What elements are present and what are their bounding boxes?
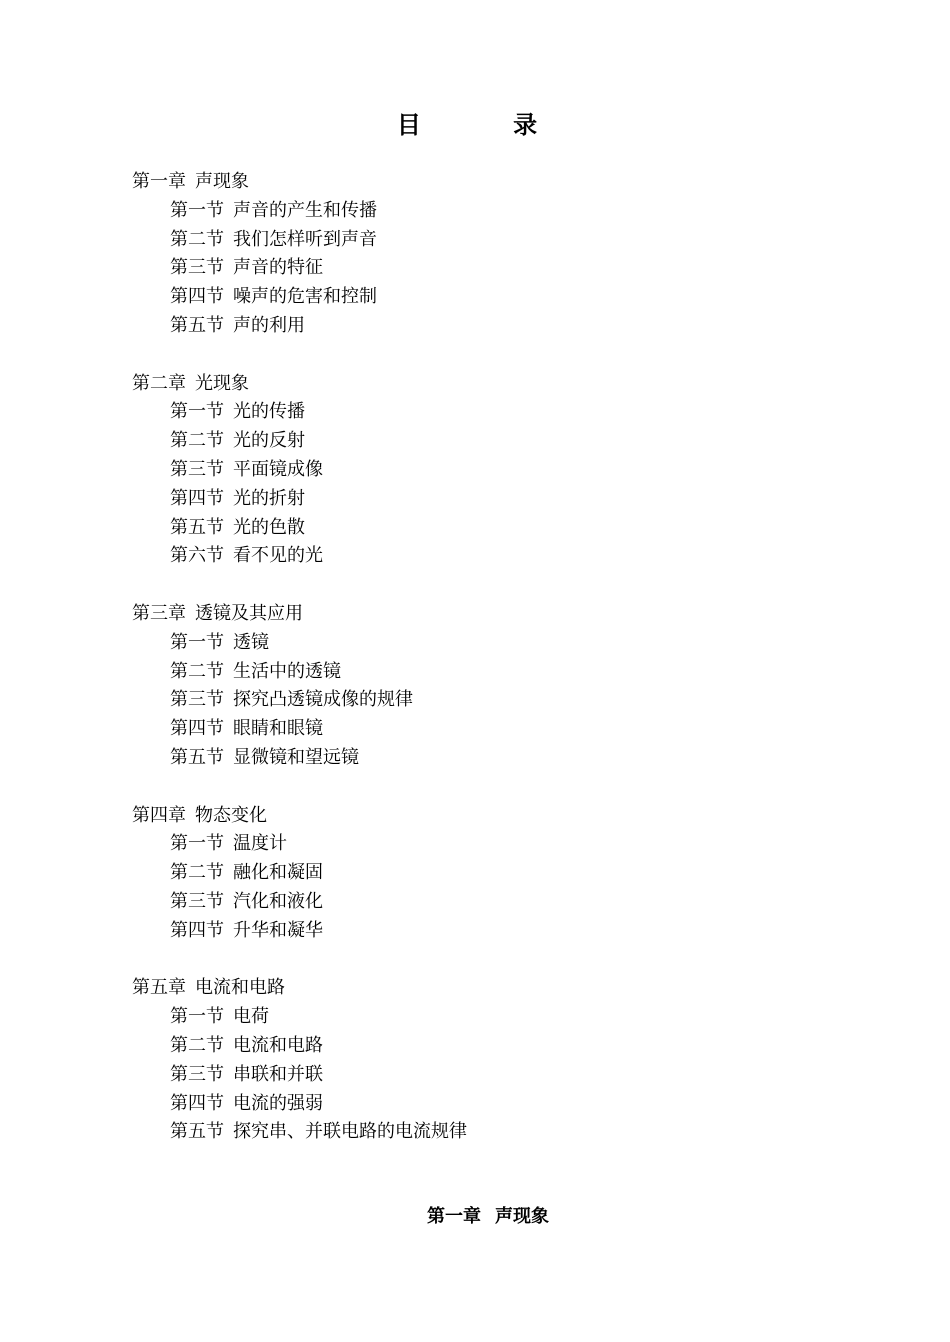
section-title: 平面镜成像 [233, 458, 323, 480]
chapter-number: 第一章 [132, 171, 186, 192]
section-item [170, 888, 832, 917]
section-title: 汽化和液化 [233, 890, 323, 912]
section-item [170, 1003, 832, 1032]
section-item [170, 744, 832, 773]
section-title: 声音的特征 [233, 257, 323, 279]
section-number: 第一节 [170, 1006, 224, 1028]
section-number: 第一节 [170, 199, 224, 221]
chapter-title: 电流和电路 [195, 977, 285, 999]
section-number: 第二节 [170, 1034, 224, 1056]
section-item [170, 715, 832, 744]
chapter-title: 声现象 [195, 171, 249, 192]
section-number: 第三节 [170, 257, 224, 279]
section-number: 第二节 [170, 430, 224, 452]
section-item [170, 398, 832, 427]
section-title: 光的色散 [233, 516, 305, 538]
section-number: 第三节 [170, 458, 224, 480]
section-number: 第一节 [170, 401, 224, 423]
section-number: 第五节 [170, 314, 224, 336]
chapter-heading-row [132, 600, 832, 629]
section-item [170, 312, 832, 341]
chapter-number: 第二章 [132, 372, 186, 394]
section-item [170, 1032, 832, 1061]
chapter-title: 光现象 [195, 372, 249, 394]
section-number: 第四节 [170, 1092, 224, 1114]
chapter-one-heading [0, 1203, 950, 1231]
section-title: 融化和凝固 [233, 862, 323, 884]
section-title: 电流和电路 [233, 1034, 323, 1056]
section-item [170, 917, 832, 946]
chapter-title: 物态变化 [195, 804, 267, 826]
section-item [170, 197, 832, 226]
section-number: 第三节 [170, 689, 224, 711]
chapter-5 [132, 974, 832, 1147]
section-title: 温度计 [233, 833, 287, 855]
section-title: 看不见的光 [233, 545, 323, 567]
section-number: 第三节 [170, 890, 224, 912]
section-item [170, 859, 832, 888]
section-title: 探究串、并联电路的电流规律 [233, 1121, 467, 1143]
section-title: 声音的产生和传播 [233, 199, 377, 221]
table-of-contents [132, 168, 832, 1176]
section-item [170, 1118, 832, 1147]
section-item [170, 427, 832, 456]
section-item [170, 1090, 832, 1119]
section-list [132, 197, 832, 341]
section-item [170, 1061, 832, 1090]
section-title: 升华和凝华 [233, 919, 323, 941]
section-list [132, 398, 832, 571]
section-title: 电流的强弱 [233, 1092, 323, 1114]
section-title: 光的折射 [233, 487, 305, 509]
section-item [170, 629, 832, 658]
chapter-heading-row [132, 802, 832, 831]
chapter-2 [132, 370, 832, 572]
section-title: 电荷 [233, 1006, 269, 1028]
section-item [170, 830, 832, 859]
toc-title: 目 录 [396, 110, 580, 139]
section-title: 光的传播 [233, 401, 305, 423]
section-number: 第六节 [170, 545, 224, 567]
section-number: 第二节 [170, 228, 224, 250]
chapter-number: 第四章 [132, 804, 186, 826]
section-number: 第五节 [170, 1121, 224, 1143]
section-item [170, 658, 832, 687]
section-title: 光的反射 [233, 430, 305, 452]
section-title: 探究凸透镜成像的规律 [233, 689, 413, 711]
section-title: 透镜 [233, 631, 269, 653]
section-number: 第四节 [170, 718, 224, 740]
section-item [170, 283, 832, 312]
section-number: 第四节 [170, 919, 224, 941]
section-item [170, 514, 832, 543]
chapter-number: 第五章 [132, 977, 186, 999]
section-title: 眼睛和眼镜 [233, 718, 323, 740]
section-item [170, 456, 832, 485]
section-title: 显微镜和望远镜 [233, 746, 359, 768]
section-number: 第五节 [170, 746, 224, 768]
chapter-heading-row [132, 168, 832, 197]
chapter-4 [132, 802, 832, 946]
section-number: 第三节 [170, 1063, 224, 1085]
section-item [170, 254, 832, 283]
section-item [170, 226, 832, 255]
chapter-heading-row [132, 370, 832, 399]
chapter-number: 第三章 [132, 602, 186, 624]
section-title: 噪声的危害和控制 [233, 286, 377, 308]
section-number: 第二节 [170, 862, 224, 884]
chapter-3 [132, 600, 832, 773]
section-number: 第四节 [170, 487, 224, 509]
chapter-1 [132, 168, 832, 341]
section-list [132, 830, 832, 945]
section-number: 第二节 [170, 660, 224, 682]
chapter-heading-number: 第一章 [427, 1206, 481, 1227]
section-list [132, 1003, 832, 1147]
section-number: 第一节 [170, 631, 224, 653]
section-item [170, 686, 832, 715]
chapter-heading-title: 声现象 [495, 1206, 549, 1227]
section-title: 我们怎样听到声音 [233, 228, 377, 250]
section-number: 第四节 [170, 286, 224, 308]
section-title: 串联和并联 [233, 1063, 323, 1085]
section-number: 第一节 [170, 833, 224, 855]
section-number: 第五节 [170, 516, 224, 538]
section-title: 生活中的透镜 [233, 660, 341, 682]
section-item [170, 542, 832, 571]
section-list [132, 629, 832, 773]
chapter-title: 透镜及其应用 [195, 602, 303, 624]
section-item [170, 485, 832, 514]
chapter-heading-row [132, 974, 832, 1003]
section-title: 声的利用 [233, 314, 305, 336]
